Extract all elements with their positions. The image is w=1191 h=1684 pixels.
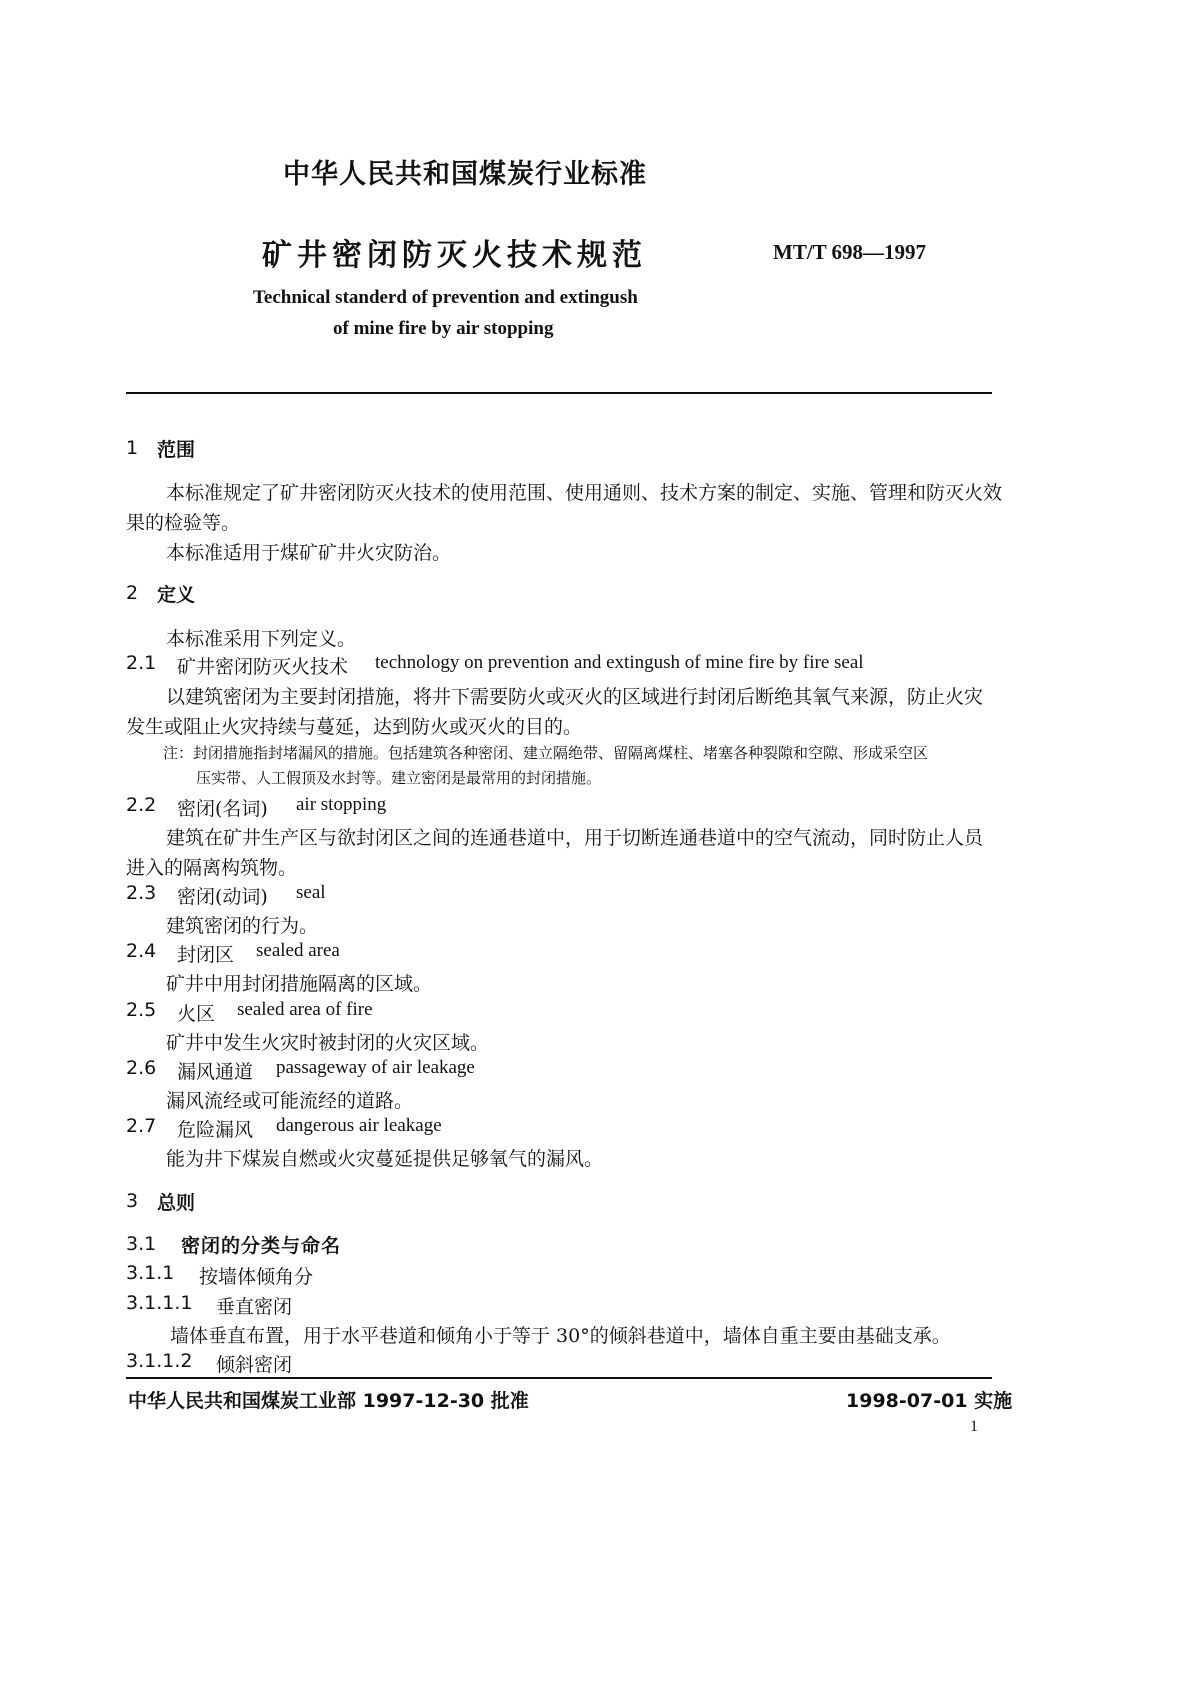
def-2-4-body: 矿井中用封闭措施隔离的区域。 [166, 973, 433, 995]
effective-date: 1998-07-01 实施 [846, 1390, 1013, 1412]
def-2-5-term: 火区 [177, 1003, 216, 1025]
def-2-2-body-line-1: 建筑在矿井生产区与欲封闭区之间的连通巷道中，用于切断连通巷道中的空气流动，同时防止人员 [166, 827, 984, 849]
def-2-1-term: 矿井密闭防灭火技术 [177, 656, 349, 678]
def-2-2-term: 密闭(名词) [177, 798, 268, 820]
section-3-title: 总则 [157, 1192, 196, 1214]
section-3-1-1-1-number: 3.1.1.1 [126, 1292, 193, 1314]
def-2-5-number: 2.5 [126, 999, 157, 1021]
def-2-6-number: 2.6 [126, 1057, 157, 1079]
def-2-3-number: 2.3 [126, 882, 157, 904]
def-2-1-note-line-1: 注：封闭措施指封堵漏风的措施。包括建筑各种密闭、建立隔绝带、留隔离煤柱、堵塞各种裂隙和空隙、形成采空区 [163, 744, 929, 762]
section-3-1-1-2-title: 倾斜密闭 [216, 1354, 293, 1376]
def-2-7-term: 危险漏风 [177, 1119, 254, 1141]
footer-rule [126, 1377, 992, 1379]
def-2-1-body-line-2: 发生或阻止火灾持续与蔓延，达到防火或灭火的目的。 [126, 716, 583, 738]
def-2-2-body-line-2: 进入的隔离构筑物。 [126, 857, 298, 879]
section-1-title: 范围 [157, 439, 196, 461]
def-2-1-body-line-1: 以建筑密闭为主要封闭措施，将井下需要防火或灭火的区域进行封闭后断绝其氧气来源，防止火灾 [166, 686, 984, 708]
s2-intro: 本标准采用下列定义。 [166, 628, 357, 650]
section-3-1-1-2-number: 3.1.1.2 [126, 1350, 193, 1372]
section-3-number: 3 [126, 1190, 139, 1212]
def-2-4-number: 2.4 [126, 940, 157, 962]
def-2-2-english: air stopping [296, 794, 387, 815]
def-2-3-body: 建筑密闭的行为。 [166, 915, 319, 937]
section-3-1-1-1-body: 墙体垂直布置，用于水平巷道和倾角小于等于 30°的倾斜巷道中，墙体自重主要由基础支承。 [170, 1325, 951, 1347]
def-2-4-english: sealed area [256, 940, 340, 961]
header-rule [126, 392, 992, 394]
def-2-7-body: 能为井下煤炭自燃或火灾蔓延提供足够氧气的漏风。 [166, 1148, 604, 1170]
section-3-1-1-title: 按墙体倾角分 [199, 1266, 314, 1288]
english-title-line-1: Technical standerd of prevention and extingush [253, 287, 638, 308]
section-2-number: 2 [126, 582, 139, 604]
english-title-line-2: of mine fire by air stopping [333, 318, 554, 339]
def-2-1-note-line-2: 压实带、人工假顶及水封等。建立密闭是最常用的封闭措施。 [196, 769, 602, 787]
section-3-1-title: 密闭的分类与命名 [181, 1235, 342, 1257]
section-3-1-1-1-title: 垂直密闭 [216, 1296, 293, 1318]
doc-title: 矿井密闭防灭火技术规范 [262, 238, 647, 273]
def-2-5-english: sealed area of fire [237, 999, 373, 1020]
s1-paragraph-1-line-2: 果的检验等。 [126, 512, 241, 534]
standard-number: MT/T 698—1997 [773, 240, 927, 264]
s1-paragraph-1-line-1: 本标准规定了矿井密闭防灭火技术的使用范围、使用通则、技术方案的制定、实施、管理和防灭火效 [166, 482, 1003, 504]
def-2-7-english: dangerous air leakage [276, 1115, 442, 1136]
section-2-title: 定义 [157, 584, 196, 606]
def-2-4-term: 封闭区 [177, 944, 235, 966]
def-2-1-number: 2.1 [126, 652, 157, 674]
def-2-6-body: 漏风流经或可能流经的道路。 [166, 1090, 414, 1112]
def-2-3-english: seal [296, 882, 326, 903]
org-title: 中华人民共和国煤炭行业标准 [283, 159, 647, 190]
def-2-6-english: passageway of air leakage [276, 1057, 475, 1078]
def-2-2-number: 2.2 [126, 794, 157, 816]
page-number: 1 [970, 1418, 978, 1435]
section-1-number: 1 [126, 437, 139, 459]
s1-paragraph-2: 本标准适用于煤矿矿井火灾防治。 [166, 542, 452, 564]
section-3-1-number: 3.1 [126, 1233, 157, 1255]
def-2-7-number: 2.7 [126, 1115, 157, 1137]
def-2-5-body: 矿井中发生火灾时被封闭的火灾区域。 [166, 1032, 490, 1054]
def-2-6-term: 漏风通道 [177, 1061, 254, 1083]
def-2-1-english: technology on prevention and extingush of mine fire by fire seal [375, 652, 864, 673]
section-3-1-1-number: 3.1.1 [126, 1262, 175, 1284]
def-2-3-term: 密闭(动词) [177, 886, 268, 908]
approval-line: 中华人民共和国煤炭工业部 1997-12-30 批准 [128, 1390, 529, 1412]
